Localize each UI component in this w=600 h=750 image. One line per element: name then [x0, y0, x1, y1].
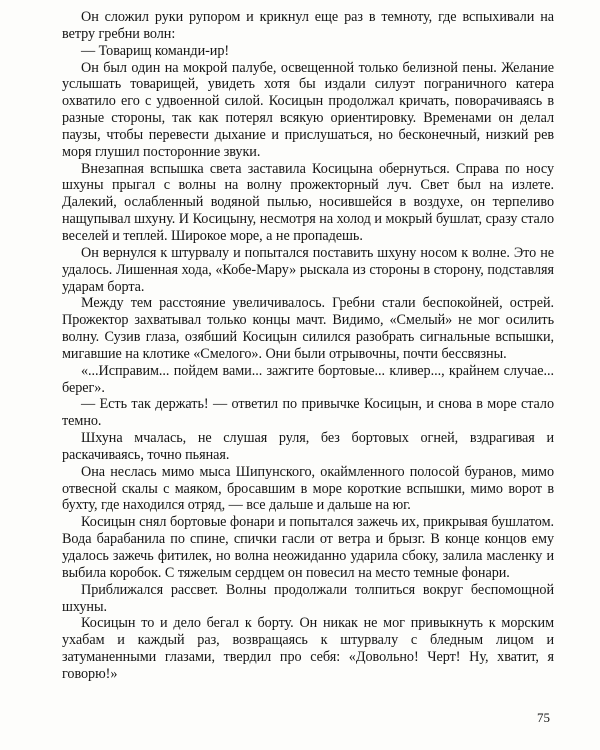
paragraph: Он был один на мокрой палубе, освещенной только белизной пены. Желание услышать товарищей, увидеть хотя бы издали силуэт пограничного катера охватило его с удвоенной силой. Косицын продолжал кричать, поворачиваясь в разные стороны, так как потерял всякую ориентировку. Временами он делал паузы, чтобы перевести дыхание и прислушаться, но бесконечный, низкий рев моря глушил посторонние звуки. — [62, 59, 554, 160]
paragraph: Он вернулся к штурвалу и попытался поставить шхуну носом к волне. Это не удалось. Лишенная хода, «Кобе-Мару» рыскала из стороны в сторону, подставляя ударам борта. — [62, 244, 554, 295]
paragraph: Косицын снял бортовые фонари и попытался зажечь их, прикрывая бушлатом. Вода барабанила по спине, спички гасли от ветра и брызг. В конце концов ему удалось зажечь фитилек, но волна неожиданно ударила сбоку, залила масленку и выбила коробок. С тяжелым сердцем он повесил на место темные фонари. — [62, 514, 554, 581]
paragraph: «...Исправим... пойдем вами... зажгите бортовые... кливер..., крайнем случае... берег». — [62, 362, 554, 396]
paragraph: Шхуна мчалась, не слушая руля, без бортовых огней, вздрагивая и раскачиваясь, точно пьяная. — [62, 430, 554, 463]
body-text — [62, 9, 554, 683]
paragraph: — Есть так держать! — ответил по привычке Косицын, и снова в море стало темно. — [62, 396, 554, 430]
paragraph: — Товарищ команди-ир! — [81, 42, 230, 59]
paragraph: Между тем расстояние увеличивалось. Гребни стали беспокойней, острей. Прожектор захватывал только концы мачт. Видимо, «Смелый» не мог осилить волну. Сузив глаза, озябший Косицын силился разобрать сигнальные вспышки, мигавшие на клотике «Смелого». Они были отрывочны, почти бессвязны. — [62, 295, 554, 362]
paragraph: Она неслась мимо мыса Шипунского, окаймленного полосой буранов, мимо отвесной скалы с маяком, бросавшим в море короткие вспышки, мимо ворот в бухту, где находился отряд, — все дальше и дальше на юг. — [62, 463, 554, 514]
paragraph: Косицын то и дело бегал к борту. Он никак не мог привыкнуть к морским ухабам и каждый раз, возвращаясь к штурвалу с бледным лицом и затуманенными глазами, твердил про себя: «Довольно! Черт! Ну, хватит, я говорю!» — [62, 615, 554, 682]
paragraph: Приближался рассвет. Волны продолжали толпиться вокруг беспомощной шхуны. — [62, 581, 554, 615]
page-number: 75 — [537, 710, 550, 725]
paragraph: Внезапная вспышка света заставила Косицына обернуться. Справа по носу шхуны прыгал с волны на волну прожекторный луч. Свет был на излете. Далекий, ослабленный водяной пылью, носившейся в воздухе, он терпеливо нащупывал шхуну. И Косицыну, несмотря на холод и мокрый бушлат, сразу стало веселей и теплей. Широкое море, а не пропадешь. — [62, 160, 554, 244]
paragraph: Он сложил руки рупором и крикнул еще раз в темноту, где вспыхивали на ветру гребни волн: — [62, 9, 554, 42]
